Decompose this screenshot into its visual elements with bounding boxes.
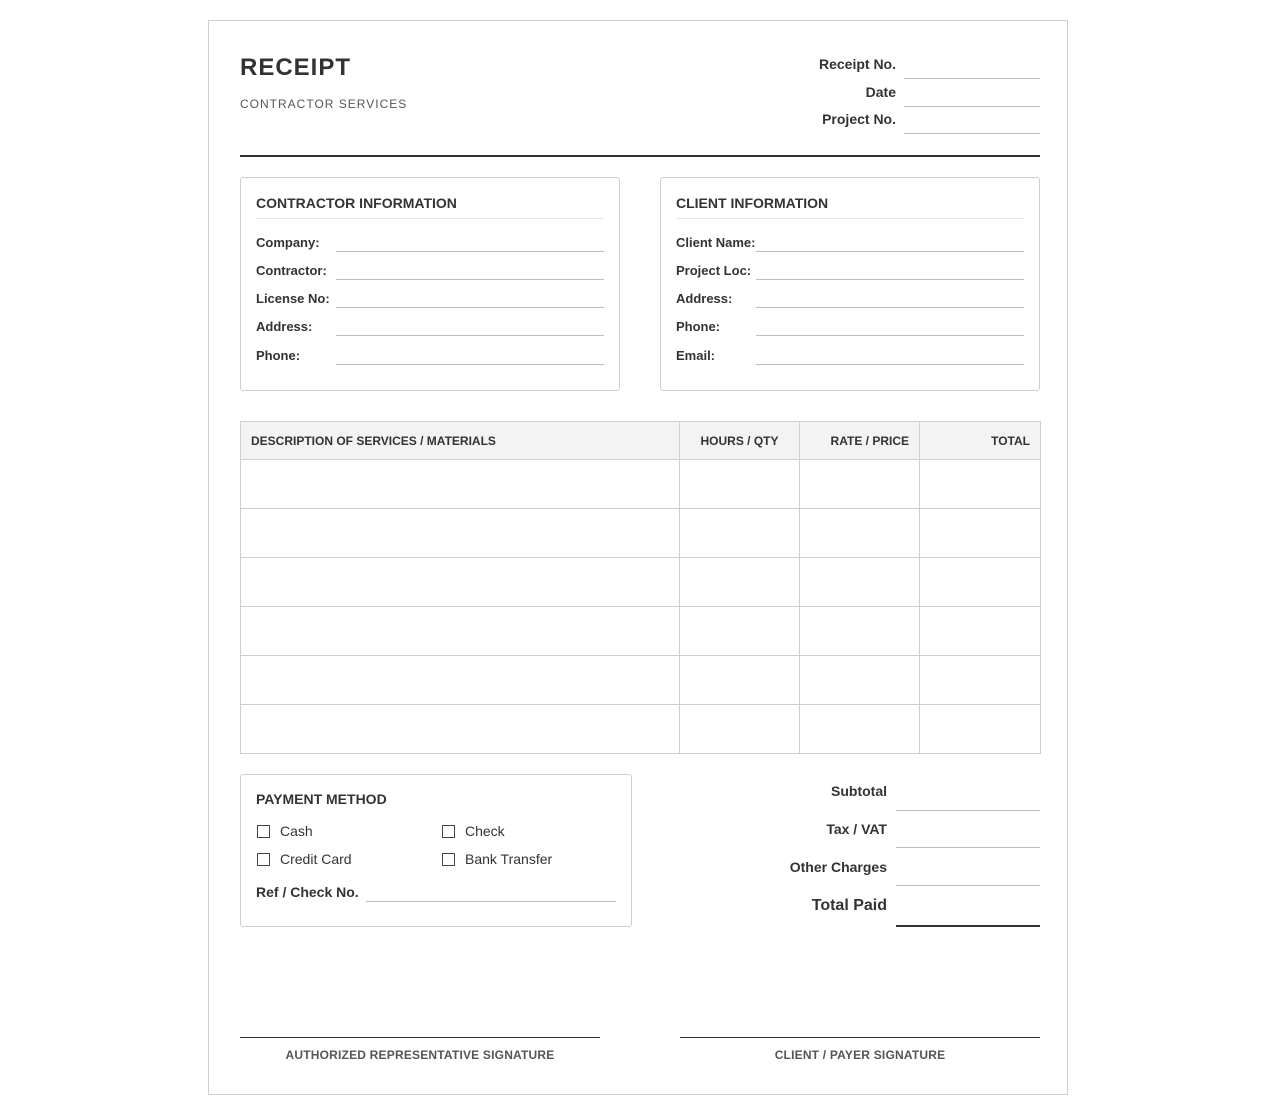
payment-method-box xyxy=(240,774,632,927)
hours-qty-cell[interactable] xyxy=(680,509,800,558)
total-cell[interactable] xyxy=(920,558,1041,607)
description-cell[interactable] xyxy=(241,460,680,509)
description-cell[interactable] xyxy=(241,705,680,754)
bank-transfer-label: Bank Transfer xyxy=(465,851,553,867)
client-phone-label: Phone: xyxy=(676,319,721,334)
table-row xyxy=(241,705,1041,754)
description-cell[interactable] xyxy=(241,656,680,705)
table-header-row xyxy=(241,422,1041,460)
hours-qty-cell[interactable] xyxy=(680,656,800,705)
col-rate-price-header: RATE / PRICE xyxy=(800,422,920,460)
ref-check-no-label: Ref / Check No. xyxy=(256,884,359,900)
check-label: Check xyxy=(465,823,505,839)
header-divider xyxy=(240,155,1040,157)
client-email-label: Email: xyxy=(676,348,716,363)
project-loc-field[interactable] xyxy=(756,279,1024,280)
client-info-box xyxy=(660,177,1040,391)
contractor-field[interactable] xyxy=(336,279,604,280)
date-label: Date xyxy=(865,84,896,100)
check-checkbox[interactable] xyxy=(442,825,455,838)
total-cell[interactable] xyxy=(920,656,1041,705)
total-paid-label: Total Paid xyxy=(811,897,887,914)
page-title: RECEIPT xyxy=(240,54,352,81)
total-paid-field[interactable] xyxy=(896,925,1040,927)
hours-qty-cell[interactable] xyxy=(680,558,800,607)
client-info-title: CLIENT INFORMATION xyxy=(676,195,829,211)
table-row xyxy=(241,558,1041,607)
page-subtitle: CONTRACTOR SERVICES xyxy=(240,97,408,111)
rate-price-cell[interactable] xyxy=(800,460,920,509)
client-info-separator xyxy=(676,218,1024,219)
total-cell[interactable] xyxy=(920,705,1041,754)
other-charges-field[interactable] xyxy=(896,885,1040,886)
client-signature-label: CLIENT / PAYER SIGNATURE xyxy=(774,1048,946,1062)
rate-price-cell[interactable] xyxy=(800,656,920,705)
client-name-label: Client Name: xyxy=(676,235,756,250)
contractor-phone-label: Phone: xyxy=(256,348,301,363)
table-row xyxy=(241,460,1041,509)
receipt-no-field[interactable] xyxy=(904,78,1040,79)
rate-price-cell[interactable] xyxy=(800,509,920,558)
project-no-label: Project No. xyxy=(822,111,896,127)
authorized-signature-label: AUTHORIZED REPRESENTATIVE SIGNATURE xyxy=(285,1048,555,1062)
receipt-page xyxy=(208,20,1068,1095)
contractor-info-box xyxy=(240,177,620,391)
company-label: Company: xyxy=(256,235,320,250)
total-cell[interactable] xyxy=(920,607,1041,656)
contractor-address-field[interactable] xyxy=(336,335,604,336)
total-cell[interactable] xyxy=(920,460,1041,509)
project-loc-label: Project Loc: xyxy=(676,263,752,278)
col-total-header: TOTAL xyxy=(920,422,1041,460)
tax-vat-label: Tax / VAT xyxy=(826,821,887,837)
contractor-info-separator xyxy=(256,218,604,219)
other-charges-label: Other Charges xyxy=(789,859,887,875)
description-cell[interactable] xyxy=(241,558,680,607)
credit-card-checkbox[interactable] xyxy=(257,853,270,866)
col-description-header: DESCRIPTION OF SERVICES / MATERIALS xyxy=(241,422,680,460)
rate-price-cell[interactable] xyxy=(800,558,920,607)
contractor-label: Contractor: xyxy=(256,263,327,278)
total-cell[interactable] xyxy=(920,509,1041,558)
col-hours-qty-header: HOURS / QTY xyxy=(680,422,800,460)
table-row xyxy=(241,656,1041,705)
table-row xyxy=(241,509,1041,558)
authorized-signature-line[interactable] xyxy=(240,1037,600,1038)
license-no-field[interactable] xyxy=(336,307,604,308)
client-address-field[interactable] xyxy=(756,307,1024,308)
ref-check-no-field[interactable] xyxy=(366,901,616,902)
client-signature-line[interactable] xyxy=(680,1037,1040,1038)
receipt-no-label: Receipt No. xyxy=(818,56,896,72)
contractor-info-title: CONTRACTOR INFORMATION xyxy=(256,195,457,211)
contractor-phone-field[interactable] xyxy=(336,364,604,365)
client-phone-field[interactable] xyxy=(756,335,1024,336)
description-cell[interactable] xyxy=(241,607,680,656)
company-field[interactable] xyxy=(336,251,604,252)
items-table xyxy=(240,421,1041,754)
rate-price-cell[interactable] xyxy=(800,705,920,754)
hours-qty-cell[interactable] xyxy=(680,705,800,754)
bank-transfer-checkbox[interactable] xyxy=(442,853,455,866)
client-address-label: Address: xyxy=(676,291,733,306)
client-email-field[interactable] xyxy=(756,364,1024,365)
cash-checkbox[interactable] xyxy=(257,825,270,838)
contractor-address-label: Address: xyxy=(256,319,313,334)
date-field[interactable] xyxy=(904,106,1040,107)
credit-card-label: Credit Card xyxy=(280,851,352,867)
table-row xyxy=(241,607,1041,656)
hours-qty-cell[interactable] xyxy=(680,607,800,656)
subtotal-field[interactable] xyxy=(896,810,1040,811)
tax-vat-field[interactable] xyxy=(896,847,1040,848)
description-cell[interactable] xyxy=(241,509,680,558)
hours-qty-cell[interactable] xyxy=(680,460,800,509)
license-no-label: License No: xyxy=(256,291,330,306)
payment-method-title: PAYMENT METHOD xyxy=(256,791,387,807)
subtotal-label: Subtotal xyxy=(831,783,887,799)
project-no-field[interactable] xyxy=(904,133,1040,134)
client-name-field[interactable] xyxy=(756,251,1024,252)
cash-label: Cash xyxy=(280,823,313,839)
rate-price-cell[interactable] xyxy=(800,607,920,656)
